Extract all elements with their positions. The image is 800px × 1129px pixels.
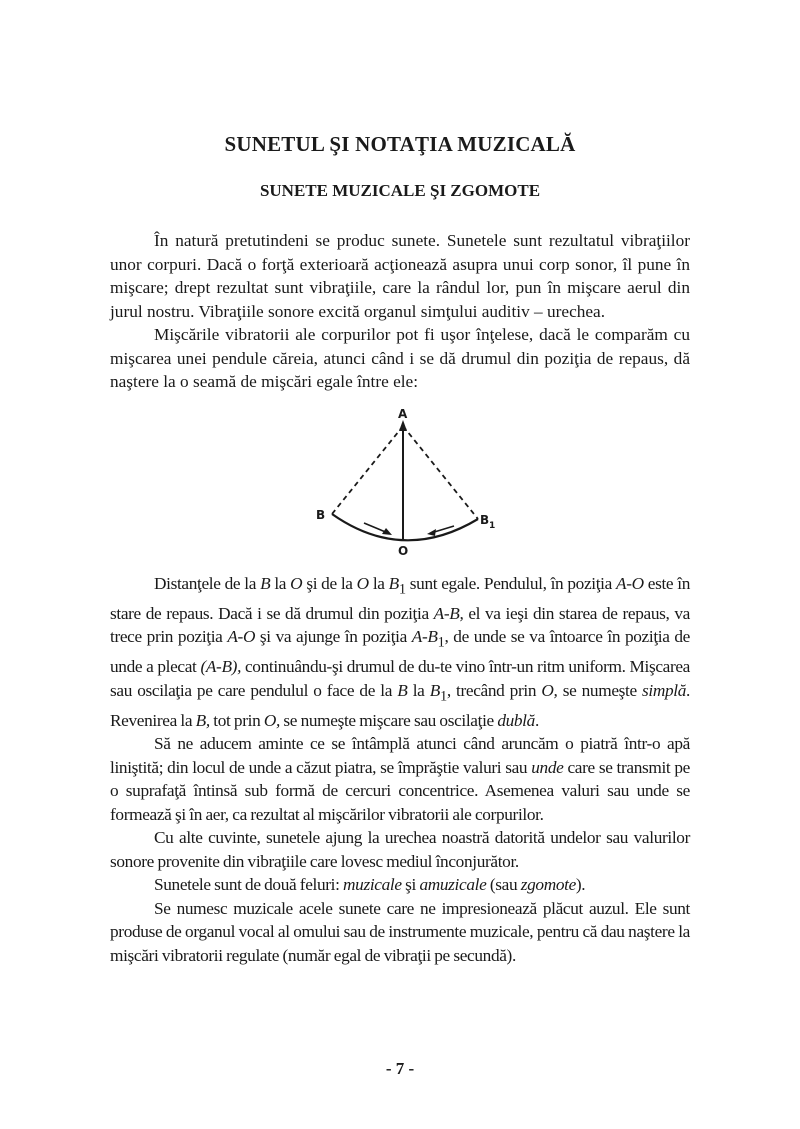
label-a: A xyxy=(398,407,408,421)
label-b1: B xyxy=(480,513,490,527)
section-subtitle: SUNETE MUZICALE ŞI ZGOMOTE xyxy=(259,181,541,200)
text-block-intro xyxy=(110,229,690,394)
label-o: O xyxy=(398,544,409,558)
arrowhead-left-icon xyxy=(427,529,436,536)
paragraph-6: Sunetele sunt de două feluri: muzicale şi amuzicale (sau zgomote). xyxy=(154,875,586,895)
text-block-main xyxy=(110,572,690,967)
paragraph-4: Să ne aducem aminte ce se întâmplă atunci când aruncăm o piatră într-o apă liniştită; din locul de unde a căzut piatra, se împrăştie valuri sau unde care se transmit pe o suprafaţă întinsă sub formă de cercuri concentrice. Asemenea valuri sau unde se formează şi în aer, ca rezultat al mişcărilor vibratorii ale corpurilor. xyxy=(110,734,690,824)
pendulum-diagram xyxy=(310,404,496,558)
paragraph-7: Se numesc muzicale acele sunete care ne impresionează plăcut auzul. Ele sunt produse de organul vocal al omului sau de instrumente muzicale, pentru că dau naştere la mişcări vibratorii regulate (număr egal de vibraţii pe secundă). xyxy=(110,898,690,965)
label-b: B xyxy=(316,508,326,522)
paragraph-1: În natură pretutindeni se produc sunete. Sunetele sunt rezultatul vibraţiilor unor corpuri. Dacă o forţă exterioară acţionează asupra unui corp sonor, îl pune în mişcare; drept rezultat sunt vibraţiile, care la rândul lor, pun în mişcare aerul din jurul nostru. Vibraţiile sonore excită organul simţului auditiv – urechea. xyxy=(110,231,690,321)
label-b1-sub: 1 xyxy=(489,521,496,531)
dashed-line-a-b1 xyxy=(403,426,478,519)
page-number: - 7 - xyxy=(385,1059,415,1078)
swing-arc xyxy=(332,514,478,540)
dashed-line-a-b xyxy=(332,426,403,514)
chapter-title: SUNETUL ŞI NOTAŢIA MUZICALĂ xyxy=(224,132,576,156)
paragraph-3: Distanţele de la B la O şi de la O la $B_1$ sunt egale. Pendulul, în poziţia A-O este în stare de repaus. Dacă i se dă drumul din poziţia A-B, el va ieşi din starea de repaus, va trece prin poziţia A-O şi va ajunge în poziţia $A-B_1$, de unde se va întoarce în poziţia de unde a plecat (A-B), continuându-şi drumul de du-te vino într-un ritm uniform. Mişcarea sau oscilaţia pe care pendulul o face de la B la $B_1$, trecând prin O, se numeşte simplă. Revenirea la B, tot prin O, se numeşte mişcare sau oscilaţie dublă. xyxy=(110,574,691,730)
paragraph-2: Mişcările vibratorii ale corpurilor pot fi uşor înţelese, dacă le comparăm cu mişcarea unei pendule căreia, atunci când i se dă drumul din poziţia de repaus, dă naştere la o seamă de mişcări egale între ele: xyxy=(110,325,690,391)
paragraph-5: Cu alte cuvinte, sunetele ajung la urechea noastră datorită undelor sau valurilor sonore provenite din vibraţiile care lovesc mediul înconjurător. xyxy=(110,828,690,871)
arrowhead-a-icon xyxy=(399,420,407,431)
